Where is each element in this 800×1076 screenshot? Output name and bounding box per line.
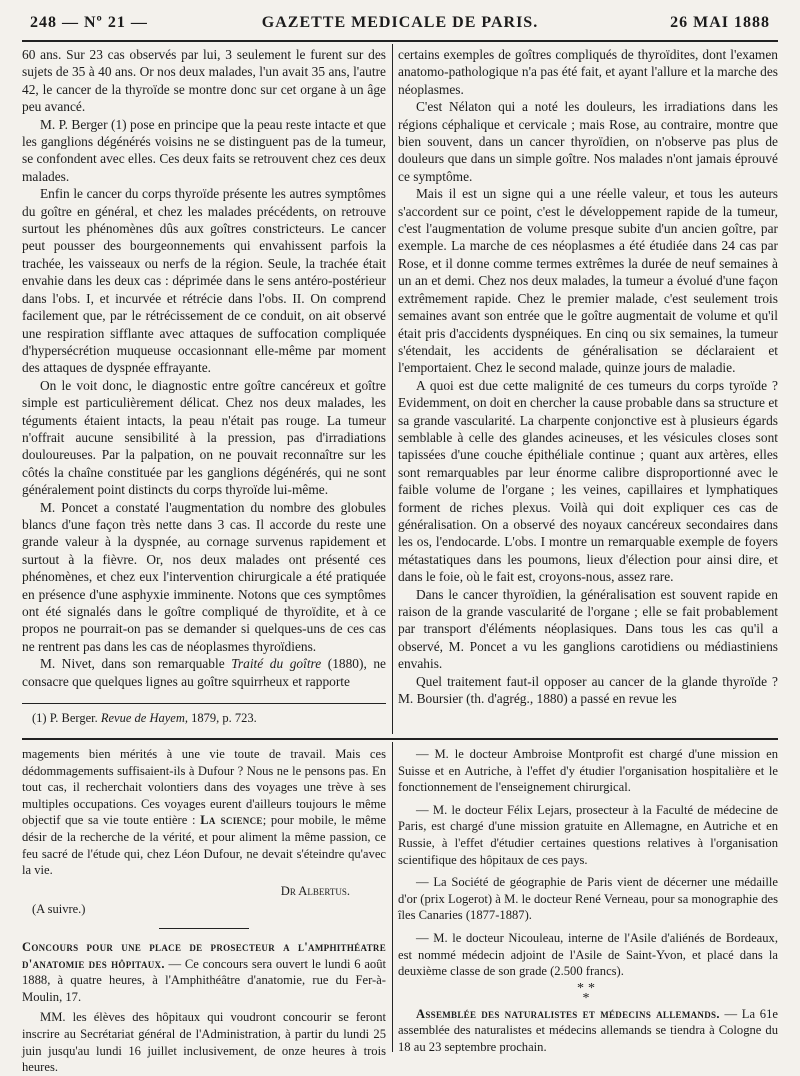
announcement-text: — La 61e assemblée des naturalistes et médecins allemands se tiendra à Cologne du 18 au 23 septembre prochain. [398, 1006, 778, 1054]
announcement [22, 939, 386, 1005]
announcement-text: — Ce concours sera ouvert le lundi 6 août 1888, à quatre heures, à l'Amphithéâtre d'anatomie, rue du Fer-à-Moulin, 17. [22, 956, 386, 1004]
journal-title: GAZETTE MEDICALE DE PARIS. [261, 14, 539, 31]
separator [159, 928, 249, 929]
paragraph [22, 655, 386, 690]
column-divider-top [392, 44, 393, 734]
page-header [30, 8, 770, 38]
footnote-source: Revue de Hayem, [100, 711, 188, 725]
paragraph [22, 746, 386, 879]
news-item: — La Société de géographie de Paris vient de décerner une médaille d'or (prix Logerot) à M. le docteur René Verneau, pour sa monographie des îles Canaries (1877-1887). [398, 875, 778, 923]
paragraph: certains exemples de goîtres compliqués de thyroïdites, dont l'examen anatomo-pathologique n'a pas été fait, et ayant l'allure et la marche des néoplasmes. [398, 47, 778, 97]
news-column [398, 746, 778, 1054]
paragraph: C'est Nélaton qui a noté les douleurs, les irradiations dans les régions céphalique et cervicale ; mais Rose, au contraire, montre que bien souvent, dans un cancer thyroïdien, on n'observe pas plus de douleurs que dans un simple goître. Nos malades n'ont jamais éprouvé ce symptôme. [398, 99, 778, 184]
paragraph: 60 ans. Sur 23 cas observés par lui, 3 seulement le furent sur des sujets de 35 à 40 ans. Or nos deux malades, l'un avait 35 ans, l'autre 42, le cancer de la thyroïde se montre donc sur cet organe à un âge peu avancé. [22, 47, 386, 115]
news-item: — M. le docteur Félix Lejars, prosecteur à la Faculté de médecine de Paris, est chargé d'une mission gratuite en Allemagne, en Autriche et en Russie, à l'effet d'étudier certaines questions relatives à l'organisation scientifique des hôpitaux de ces pays. [398, 802, 778, 867]
news-item: — M. le docteur Nicouleau, interne de l'Asile d'aliénés de Bordeaux, est nommé médecin adjoint de l'Asile de Saint-Yvon, et placé dans la deuxième classe de son grade (2.500 francs). [398, 930, 778, 979]
asterism: ** * [577, 980, 599, 1006]
text-run: M. Nivet, dans son remarquable [40, 656, 232, 672]
author-signature: Dr Albertus. [280, 883, 350, 898]
paragraph: M. Poncet a constaté l'augmentation du nombre des globules blancs d'une façon très nette dans 3 cas. Il accorde du reste une grande valeur à la dyspnée, au cornage survenus rapidement et surtout à la fièvre. Or, nos deux malades ont présenté ces phénomènes, et chez eux l'intervention chirurgicale a été pratiquée en présence d'une asphyxie imminente. Notons que ces symptômes ont été signalés dans le goître compliqué de thyroïdite, et à ce propos ne pourrait-on pas se demander si quelques-uns de ces cas ne rentrent pas dans les cas de néoplasmes thyroïdiens. [22, 499, 386, 654]
announcement-title: Assemblée des naturalistes et médecins allemands. [416, 1006, 720, 1021]
article-column-left [22, 46, 386, 696]
paragraph: MM. les élèves des hôpitaux qui voudront concourir se feront inscrire au Secrétariat général de l'Administration, à partir du lundi 25 juin jusqu'au lundi 16 juillet inclusivement, de onze heures à trois heures. [22, 1010, 386, 1075]
section-rule [22, 738, 778, 740]
page-number: 248 — Nº 21 — [30, 14, 148, 31]
announcement [398, 1006, 778, 1056]
book-title: Traité du goître [231, 656, 322, 672]
footnote-text: 1879, p. 723. [187, 711, 257, 725]
footnote-text: (1) P. Berger. [32, 711, 101, 725]
text-run: (1880), ne consacre que quelques lignes au goître squirrheux et rapporte [22, 656, 387, 689]
text-run: ; pour mobile, le même désir de la recherche de la vérité, et pour aliment la même passion, ce feu sacré de l'étude qui, chez Léon Dufour, ne devait s'éteindre qu'avec la vie. [22, 813, 386, 878]
text-run: magements bien mérités à une vie toute de travail. Mais ces dédommagements suffisaient-ils à Dufour ? Nous ne le pensons pas. En tout cas, il recherchait volontiers dans des voyages une trève à ses multiples occupations. Ces voyages eurent d'ailleurs toujours le même objectif que sa vie toute entière : [22, 747, 386, 828]
paragraph: Enfin le cancer du corps thyroïde présente les autres symptômes du goître en général, et chez les malades précédents, on retrouve surtout les phénomènes dûs aux goîtres constricteurs. Le cancer peut pousser des bourgeonnements qui envahissent parfois la trachée, les vaisseaux ou nerfs de la région. Seule, la trachée était envahie dans les deux cas : déprimée dans le sens antéro-postérieur dans l'obs. I, et incurvée et rétrécie dans l'obs. II. On comprend facilement que, par le rétrécissement de ce conduit, on ait observé une respiration sifflante avec attaques de suffocation compliquée d'hypersécrétion muqueuse occasionnant elle-même par moment des attaques de dyspnée effrayante. [22, 186, 386, 376]
paragraph: A quoi est due cette malignité de ces tumeurs du corps tyroïde ? Evidemment, on doit en chercher la cause probable dans sa structure et sa grande vascularité. La charpente conjonctive est à plusieurs égards semblable à celle des glandes acineuses, et les vésicules closes sont tapissées d'une couche épithéliale continue ; quant aux artères, elles sont remarquables par leur énorme calibre disproportionné avec le faible volume de l'organe ; les veines, capillaires et lymphatiques forment de riches plexus. Voilà qui doit expliquer ces cas de généralisation. On a observé des noyaux cancéreux secondaires dans les os, l'endocarde. L'obs. I montre un remarquable exemple de foyers métastatiques dans les poumons, lieux d'élection pour ainsi dire, et dans le foie, où le fait est, croyons-nous, assez rare. [398, 377, 778, 585]
column-divider-bottom [392, 742, 393, 1052]
announcement-title: Concours pour une place de prosecteur a l'amphithéatre d'anatomie des hôpitaux. [22, 939, 386, 971]
footnote-rule [22, 703, 386, 704]
issue-date: 26 MAI 1888 [670, 14, 770, 31]
feuilleton-column [22, 746, 386, 1075]
emphasis: La science [200, 813, 263, 828]
footnote [32, 710, 386, 730]
header-rule [22, 40, 778, 42]
paragraph: Dans le cancer thyroïdien, la généralisation est souvent rapide en raison de la grande vascularité de l'organe ; elle se fait probablement par transport d'éléments néoplasiques. Dans tous les cas qu'il a observé, M. Poncet a vu les ganglions carotidiens ou médiastiniens envahis. [398, 586, 778, 672]
paragraph: On le voit donc, le diagnostic entre goître cancéreux et goître simple est particulièrement délicat. Chez nos deux malades, les téguments étaient intacts, la peau n'était pas rouge. La tumeur n'offrait aucune sensibilité à la pression, pas d'irradiations douloureuses. Par la palpation, on ne pouvait reconnaître sur les côtés la chaîne constituée par les ganglions dégénérés, qui ne sont généralement point distincts du corps thyroïde lui-même. [22, 377, 386, 498]
news-item: — M. le docteur Ambroise Montprofit est chargé d'une mission en Suisse et en Autriche, à l'effet d'y étudier l'organisation hospitalière et le fonctionnement de l'enseignement chirurgical. [398, 747, 778, 795]
article-column-right [398, 46, 778, 734]
continued-note: (A suivre.) [32, 902, 86, 917]
paragraph: Quel traitement faut-il opposer au cancer de la glande thyroïde ? M. Boursier (th. d'agrég., 1880) a passé en revue les [398, 673, 778, 707]
paragraph: M. P. Berger (1) pose en principe que la peau reste intacte et que les ganglions dégénérés voisins ne se distinguent pas de la tumeur, se confondent avec elles. Ces deux faits se retrouvent chez ces deux malades. [22, 116, 386, 184]
paragraph: Mais il est un signe qui a une réelle valeur, et tous les auteurs s'accordent sur ce point, c'est le développement rapide de la tumeur, c'est l'augmentation de volume presque subite d'un ancien goître, par exemple. La marche de ces néoplasmes a été étudiée dans 24 cas par Rose, et il donne comme termes extrêmes la durée de neuf semaines à un an et demi. Chez nos deux malades, la tumeur a évolué d'une façon extrêmement rapide. Chez le premier malade, c'est seulement trois semaines avant son entrée que le goître augmentait de volume et qu'il était pris d'accidents dyspnéiques. En cinq ou six semaines, la tumeur s'étendait, les accidents de généralisation se déclaraient et l'emportaient. Chez le second malade, quinze jours de maladie. [398, 186, 778, 376]
